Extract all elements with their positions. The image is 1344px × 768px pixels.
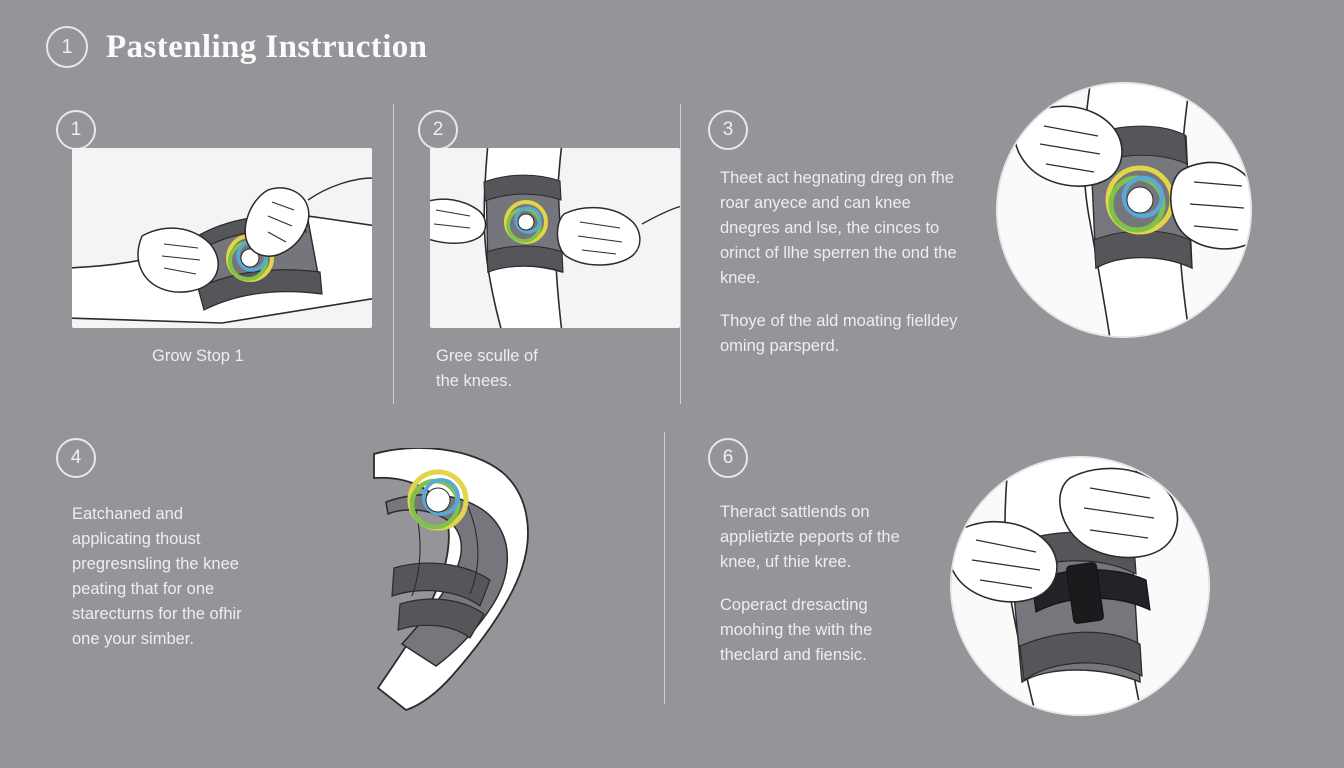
step-4-illustration: [266, 448, 646, 718]
divider-vertical-2: [680, 104, 681, 404]
step-6-caption-paragraph-1: Theract sattlends on applietizte peports of the knee, uf thie kree.: [720, 503, 900, 571]
step-6-panel: [708, 438, 1288, 718]
step-6-badge: 6: [708, 438, 748, 478]
step-3-badge: 3: [708, 110, 748, 150]
page-title: Pastenling Instruction: [106, 28, 428, 65]
knee-brace-closeup-circle-icon: [996, 82, 1252, 338]
step-2-caption-line-2: the knees.: [436, 372, 513, 390]
step-1-illustration: [72, 148, 372, 328]
step-6-caption-paragraph-2: Coperact dresacting moohing the with the theclard and fiensic.: [720, 596, 873, 664]
step-1-caption-line: Grow Stop 1: [152, 347, 244, 365]
step-6-caption: [720, 500, 930, 668]
step-4-badge: 4: [56, 438, 96, 478]
step-4-caption-paragraph-1: Eatchaned and applicating thoust pregresnsling the knee peating that for one starecturns for the ofhir one your simber.: [72, 505, 242, 648]
step-1-panel: [56, 110, 386, 400]
step-2-illustration: [430, 148, 680, 328]
knee-strap-fastening-circle-icon: [950, 456, 1210, 716]
step-6-illustration: [950, 456, 1210, 716]
step-4-panel: [56, 438, 646, 718]
divider-vertical-3: [664, 432, 665, 704]
divider-vertical-1: [393, 104, 394, 404]
leg-brace-full-diagram-icon: [266, 448, 646, 718]
step-3-panel: [708, 110, 1288, 400]
step-3-caption-paragraph-2: Thoye of the ald moating fielldey oming parsperd.: [720, 312, 958, 355]
step-1-caption: [152, 344, 382, 369]
step-2-panel: [418, 110, 668, 400]
knee-brace-two-hands-adjusting-icon: [430, 148, 680, 328]
step-2-caption: [436, 344, 666, 394]
step-3-caption: [720, 166, 966, 359]
header-step-badge: 1: [46, 26, 88, 68]
step-1-badge: 1: [56, 110, 96, 150]
step-3-illustration: [996, 82, 1252, 338]
step-3-caption-paragraph-1: Theet act hegnating dreg on fhe roar anyece and can knee dnegres and lse, the cinces to orinct of llhe sperren the ond the knee.: [720, 169, 957, 287]
step-2-badge: 2: [418, 110, 458, 150]
knee-brace-hands-applying-icon: [72, 148, 372, 328]
step-4-caption: [72, 502, 252, 652]
page-header: [46, 26, 427, 68]
step-2-caption-line-1: Gree sculle of: [436, 347, 538, 365]
